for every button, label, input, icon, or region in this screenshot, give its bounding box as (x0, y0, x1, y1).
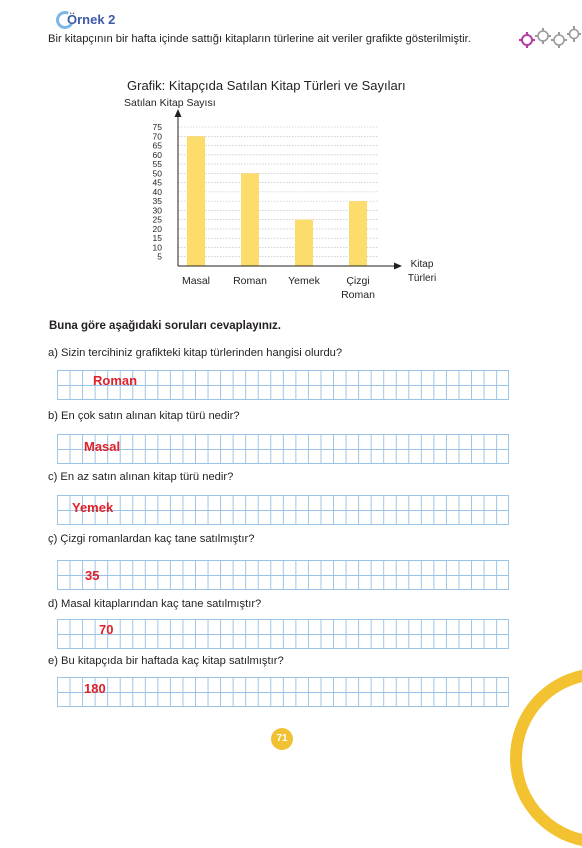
x-tick-label: Roman (233, 275, 267, 287)
answer-box-d[interactable] (57, 619, 509, 649)
y-tick-label: 20 (152, 223, 162, 234)
y-axis-arrow-icon (175, 109, 182, 117)
bar (349, 201, 367, 266)
answer-b: Masal (84, 439, 121, 454)
bar (187, 136, 205, 266)
x-axis-arrow-icon (394, 263, 402, 270)
answer-cedilla: 35 (85, 568, 100, 583)
y-axis-title: Satılan Kitap Sayısı (124, 97, 216, 109)
answer-box-cedilla[interactable] (57, 560, 509, 590)
x-tick-label: Roman (341, 289, 375, 301)
answer-box-b[interactable] (57, 434, 509, 464)
answer-box-e[interactable] (57, 677, 509, 707)
x-tick-label: Masal (181, 275, 211, 287)
question-b: b) En çok satın alınan kitap türü nedir? (48, 410, 240, 422)
y-tick-label: 35 (152, 196, 162, 207)
question-cedilla: ç) Çizgi romanlardan kaç tane satılmıştır? (48, 533, 255, 545)
example-label: Örnek 2 (67, 12, 116, 27)
answer-d: 70 (99, 622, 114, 637)
page-number: 71 (271, 728, 293, 750)
x-tick-label: Yemek (288, 275, 320, 287)
x-axis-title: Kitap (410, 259, 434, 270)
y-tick-label: 45 (152, 177, 162, 188)
y-tick-label: 10 (152, 242, 162, 253)
y-tick-label: 65 (152, 140, 162, 151)
bar-chart (0, 0, 582, 330)
intro-text: Bir kitapçının bir hafta içinde sattığı kitapların türlerine ait veriler grafikte gösterilmiştir. (48, 33, 471, 45)
y-tick-label: 25 (152, 214, 162, 225)
y-tick-label: 15 (152, 233, 162, 244)
x-tick-label: Çizgi (346, 275, 370, 287)
instruction-text: Buna göre aşağıdaki soruları cevaplayınız. (49, 320, 282, 332)
y-tick-label: 50 (152, 168, 162, 179)
question-a: a) Sizin tercihiniz grafikteki kitap türlerinden hangisi olurdu? (48, 347, 343, 359)
y-tick-label: 70 (152, 131, 162, 142)
decorative-arc (510, 668, 582, 848)
bar (241, 173, 259, 266)
question-d: d) Masal kitaplarından kaç tane satılmıştır? (48, 598, 262, 610)
answer-a: Roman (93, 373, 138, 388)
chart-title: Grafik: Kitapçıda Satılan Kitap Türleri ve Sayıları (127, 78, 406, 93)
answer-e: 180 (84, 681, 106, 696)
y-tick-label: 40 (152, 186, 162, 197)
answer-box-c[interactable] (57, 495, 509, 525)
y-tick-label: 5 (157, 251, 162, 262)
y-tick-label: 30 (152, 205, 162, 216)
bar (295, 220, 313, 266)
answer-c: Yemek (72, 500, 114, 515)
question-e: e) Bu kitapçıda bir haftada kaç kitap satılmıştır? (48, 655, 284, 667)
y-tick-label: 60 (152, 149, 162, 160)
y-tick-label: 75 (152, 122, 162, 132)
x-axis-title: Türleri (407, 273, 437, 284)
question-c: c) En az satın alınan kitap türü nedir? (48, 471, 234, 483)
y-tick-label: 55 (152, 159, 162, 170)
